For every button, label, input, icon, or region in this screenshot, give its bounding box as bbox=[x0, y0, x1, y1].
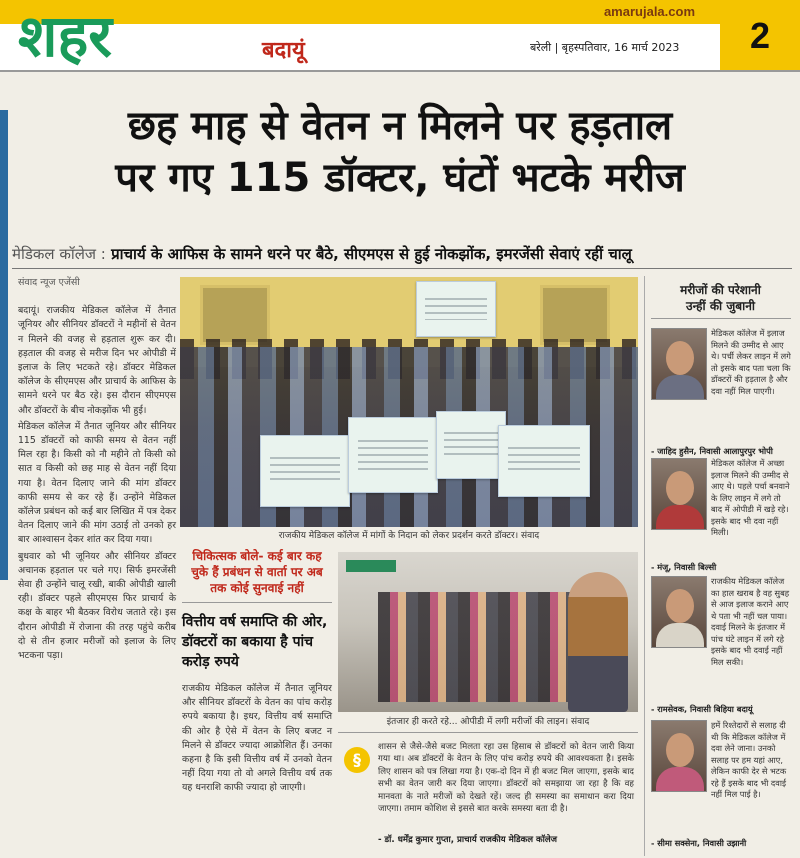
photo-man bbox=[568, 572, 628, 712]
subheadline bbox=[12, 244, 792, 264]
testimonial-name: - मंजू, निवासी बिल्सी bbox=[651, 562, 717, 572]
avatar bbox=[651, 576, 707, 648]
sidebar-heading-line-2: उन्हीं की जुबानी bbox=[686, 299, 755, 313]
testimonial-name: - सीमा सक्सेना, निवासी उझानी bbox=[651, 838, 747, 848]
subhead-kicker: मेडिकल कॉलेज : bbox=[12, 245, 106, 263]
photo-queue bbox=[378, 592, 578, 702]
protest-photo bbox=[180, 277, 638, 527]
official-quote-box bbox=[338, 732, 638, 856]
subhead-divider bbox=[12, 268, 792, 269]
headline-line-2: पर गए 115 डॉक्टर, घंटों भटके मरीज bbox=[115, 155, 685, 201]
avatar bbox=[651, 458, 707, 530]
photo-caption: राजकीय मेडिकल कॉलेज में मांगों के निदान को लेकर प्रदर्शन करते डॉक्टर। संवाद bbox=[180, 528, 638, 542]
testimonial-name: - जाहिद हुसैन, निवासी आलापुरपुर भोपी bbox=[651, 446, 773, 456]
left-edge-strip bbox=[0, 110, 8, 580]
masthead bbox=[0, 0, 800, 72]
avatar bbox=[651, 328, 707, 400]
quote-author: - डॉ. धर्मेंद्र कुमार गुप्ता, प्राचार्य राजकीय मेडिकल कॉलेज bbox=[378, 835, 558, 845]
city-name: बदायूं bbox=[262, 38, 305, 63]
pull-quote-divider bbox=[182, 602, 332, 603]
photo-sign bbox=[346, 560, 396, 572]
testimonial-name: - रामसेवक, निवासी बिहिया बदायूं bbox=[651, 704, 753, 714]
subhead-text: प्राचार्य के आफिस के सामने धरने पर बैठे, सीएमएस से हुई नोकझोंक, इमरजेंसी सेवाएं रहीं चालू bbox=[111, 245, 632, 263]
section-title: शहर bbox=[18, 2, 112, 70]
pull-quote: चिकित्सक बोले- कई बार कह चुके हैं प्रबंधन से वार्ता पर अब तक कोई सुनवाई नहीं bbox=[191, 549, 323, 595]
testimonial-text: हमें रिश्तेदारों से सलाह दी थी कि मेडिकल कॉलेज में दवा लेने जाना। उनको सलाह पर हम यहां आए, लेकिन काफी देर से भटक रहे हैं इसके बाद भी दवाई नहीं मिल पाई है। bbox=[711, 720, 787, 799]
site-url[interactable]: amarujala.com bbox=[603, 4, 695, 19]
patient-testimonials-sidebar bbox=[644, 276, 796, 856]
byline: संवाद न्यूज एजेंसी bbox=[18, 277, 80, 288]
photo-window bbox=[200, 285, 270, 345]
testimonial-text: मेडिकल कॉलेज में इलाज मिलने की उम्मीद से आए थे। पर्ची लेकर लाइन में लगे तो इसके बाद पता चला कि डॉक्टरों की हड़ताल है और दवा नहीं मिल पाएगी। bbox=[711, 328, 791, 396]
testimonial-text: मेडिकल कॉलेज में अच्छा इलाज मिलने की उम्मीद से आए थे। पहले पर्चा बनवाने के लिए लाइन में लगे तो बाद में ओपीडी में खड़े रहे। इसके बाद भी दवा नहीं मिली। bbox=[711, 458, 790, 537]
main-headline bbox=[20, 100, 780, 204]
sidebar-heading bbox=[645, 276, 796, 314]
quote-text: शासन से जैसे-जैसे बजट मिलता रहा उस हिसाब से डॉक्टरों को वेतन जारी किया गया था। अब डॉक्टरों के वेतन के लिए पांच करोड़ रुपये की आवश्यकता है। इसके लिए शासन को पत्र लिखा गया है। एक-दो दिन में ही बजट मिल जाएगा, इसके बाद सभी का वेतन जारी कर दिया जाएगा। डॉक्टरों को समझाया जा रहा है कि वह मानवता के नाते मरीजों को देखते रहें। जल्द ही समस्या का समाधान करा दिया जाएगा। तमाम कोशिश से इससे बात करके समस्या बता दी है। bbox=[378, 742, 634, 815]
box-headline: वित्तीय वर्ष समाप्ति की ओर, डॉक्टरों का बकाया है पांच करोड़ रुपये bbox=[182, 614, 328, 670]
testimonial-text: राजकीय मेडिकल कॉलेज का हाल खराब है वह सुबह से आज इलाज कराने आए थे पता भी नहीं चल पाया। दवाई मिलने के इंतजार में पांच घंटे लाइन में लगे रहे इसके बाद भी दवाई नहीं मिल सकी। bbox=[711, 576, 790, 667]
placard bbox=[348, 417, 438, 493]
box-body: राजकीय मेडिकल कॉलेज में तैनात जूनियर और सीनियर डॉक्टरों के वेतन का पांच करोड़ रुपये बकाया है। इधर, वित्तीय वर्ष समाप्ति की ओर है ऐसे में वेतन के लिए बजट न मिलने से डॉक्टर ज्यादा आक्रोशित हैं। उनका कहना है कि इसी वित्तीय वर्ष में उनको वेतन नहीं दिया गया तो वो अगले वित्तीय वर्ष तक यह धनराशि काफी ज्यादा हो जाएगी। bbox=[182, 683, 332, 794]
placard bbox=[416, 281, 496, 337]
article-body-column bbox=[18, 276, 176, 665]
quote-icon bbox=[344, 747, 370, 773]
avatar bbox=[651, 720, 707, 792]
body-paragraph: मेडिकल कॉलेज में तैनात जूनियर और सीनियर 115 डॉक्टरों को काफी समय से वेतन नहीं मिल रहा है। किसी को नौ महीने तो किसी को सात व किसी को छह माह से वेतन नहीं दिया गया है। वेतन दिलाए जाने की मांग डॉक्टर काफी समय से कर रहे हैं। उन्होंने मेडिकल कॉलेज प्रबंधन को कई बार लिखित में पत्र देकर वेतन दिलाए जाने की मांग उठाई तो उनको हर बार आश्वासन देकर शांत कर दिया गया। bbox=[18, 420, 176, 546]
headline-line-1: छह माह से वेतन न मिलने पर हड़ताल bbox=[127, 103, 673, 149]
photo-caption: इंतजार ही करते रहे... ओपीडी में लगी मरीजों की लाइन। संवाद bbox=[386, 717, 590, 727]
dateline: बरेली | बृहस्पतिवार, 16 मार्च 2023 bbox=[530, 41, 680, 54]
page-number: 2 bbox=[720, 0, 800, 72]
body-paragraph: बदायूं। राजकीय मेडिकल कॉलेज में तैनात जूनियर और सीनियर डॉक्टरों ने महीनों से वेतन न मिलने की वजह से हड़ताल शुरू कर दी। हड़ताल की वजह से मरीज दिन भर ओपीडी में इलाज के लिए भटकते रहे। डॉक्टर मेडिकल कॉलेज के सीएमएस और प्राचार्य के आफिस के सामने धरने पर बैठ रहे। इस दौरान सीएमएस और डॉक्टरों के बीच नोकझोंक भी हुई। bbox=[18, 305, 176, 416]
sidebar-divider bbox=[651, 318, 791, 319]
placard bbox=[436, 411, 506, 479]
placard bbox=[260, 435, 350, 507]
placard bbox=[498, 425, 590, 497]
sidebar-heading-line-1: मरीजों की परेशानी bbox=[680, 283, 761, 297]
masthead-divider bbox=[0, 70, 800, 72]
photo-window bbox=[540, 285, 610, 345]
opd-queue-photo bbox=[338, 552, 638, 712]
body-paragraph: बुधवार को भी जूनियर और सीनियर डॉक्टर अचानक हड़ताल पर चले गए। सिर्फ इमरजेंसी सेवा ही उन्होंने चालू रखी, बाकी ओपीडी खाली रही। डॉक्टर पहले सीएमएस फिर प्राचार्य के कक्ष के बाहर भी बैठकर विरोध जताते रहे। इस दौरान ओपीडी में रोजाना की तरह पहुंचे करीब दो से तीन हजार मरीजों को इलाज के लिए भटकना पड़ा। bbox=[18, 550, 176, 662]
